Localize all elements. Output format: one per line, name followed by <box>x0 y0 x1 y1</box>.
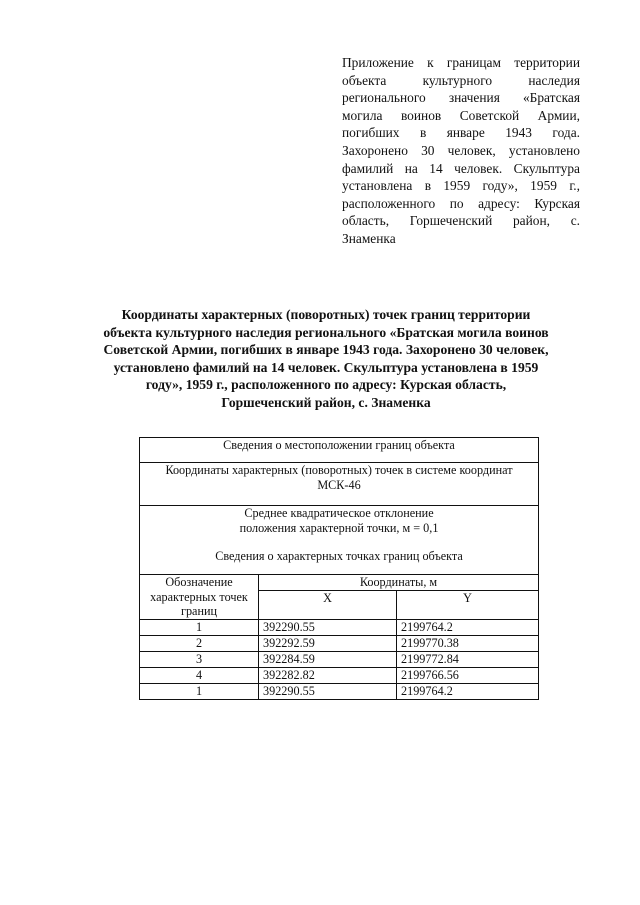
x-coordinate-cell: 392284.59 <box>259 651 397 667</box>
point-id-cell: 3 <box>140 651 259 667</box>
designation-column-header: Обозначение характерных точек границ <box>140 575 259 620</box>
table-row <box>140 506 539 575</box>
document-title: Координаты характерных (поворотных) точек границ территории объекта культурного наследия регионального «Братская могила воинов Советской Армии, погибших в январе 1943 года. Захоронено 30 человек, установлено фамилий на 14 человек. Скульптура установлена в 1959 году», 1959 г., расположенного по адресу: Курская область, Горшеченский район, с. Знаменка <box>103 307 549 410</box>
points-heading: Сведения о характерных точках границ объекта <box>215 549 463 563</box>
accuracy-line-1: Среднее квадратическое отклонение <box>244 506 434 520</box>
table-row <box>140 619 539 635</box>
accuracy-line-2: положения характерной точки, м = 0,1 <box>239 520 439 535</box>
table-row <box>140 683 539 699</box>
accuracy-cell <box>140 506 539 575</box>
table-row <box>140 635 539 651</box>
annex-note: Приложение к границам территории объекта культурного наследия регионального значения «Братская могила воинов Советской Армии, погибших в январе 1943 года. Захоронено 30 человек, установлено фамилий на 14 человек. Скульптура установлена в 1959 году», 1959 г., расположенного по адресу: Курская область, Горшеченский район, с. Знаменка <box>342 55 580 246</box>
point-id-cell: 1 <box>140 683 259 699</box>
point-id-cell: 1 <box>140 619 259 635</box>
table-row <box>140 463 539 506</box>
y-coordinate-cell: 2199772.84 <box>397 651 539 667</box>
y-column-header: Y <box>397 590 539 619</box>
x-coordinate-cell: 392292.59 <box>259 635 397 651</box>
table-row <box>140 651 539 667</box>
point-id-cell: 2 <box>140 635 259 651</box>
point-id-cell: 4 <box>140 667 259 683</box>
table-row <box>140 667 539 683</box>
x-coordinate-cell: 392290.55 <box>259 619 397 635</box>
coordinates-column-header: Координаты, м <box>259 575 539 591</box>
x-column-header: X <box>259 590 397 619</box>
boundary-coordinates-table <box>139 437 539 700</box>
coordinate-system-cell: Координаты характерных (поворотных) точек в системе координат МСК-46 <box>140 463 539 506</box>
y-coordinate-cell: 2199766.56 <box>397 667 539 683</box>
y-coordinate-cell: 2199770.38 <box>397 635 539 651</box>
section-heading-cell: Сведения о местоположении границ объекта <box>140 438 539 463</box>
y-coordinate-cell: 2199764.2 <box>397 619 539 635</box>
x-coordinate-cell: 392290.55 <box>259 683 397 699</box>
x-coordinate-cell: 392282.82 <box>259 667 397 683</box>
y-coordinate-cell: 2199764.2 <box>397 683 539 699</box>
table-row <box>140 438 539 463</box>
table-header-row <box>140 575 539 591</box>
